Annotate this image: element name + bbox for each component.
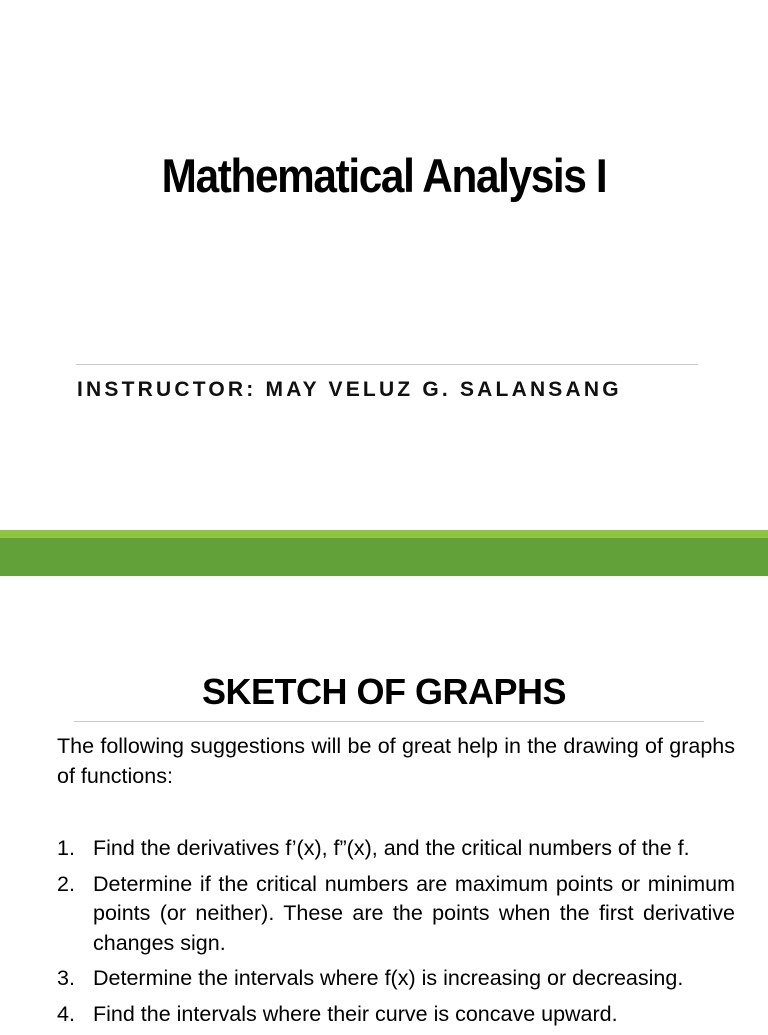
content-slide [0, 576, 768, 1024]
step-number: 1. [57, 836, 75, 860]
instructor-name: INSTRUCTOR: MAY VELUZ G. SALANSANG [77, 378, 622, 401]
heading-divider [74, 721, 704, 722]
step-text: Determine if the critical numbers are maximum points or minimum points (or neither). These are the points when the first derivative changes sign. [93, 871, 735, 955]
slide-title: Mathematical Analysis I [161, 149, 607, 202]
list-item [57, 870, 735, 959]
step-text: Find the intervals where their curve is concave upward. [93, 1001, 618, 1026]
step-text: Determine the intervals where f(x) is increasing or decreasing. [93, 966, 684, 990]
step-number: 3. [57, 966, 75, 990]
green-band-dark [0, 538, 768, 576]
step-number: 2. [57, 871, 75, 896]
steps-list [57, 834, 735, 1035]
green-band-light [0, 530, 768, 538]
step-number: 4. [57, 1001, 75, 1026]
list-item [57, 964, 735, 994]
list-item [57, 1000, 735, 1030]
list-item [57, 834, 735, 864]
step-text: Find the derivatives f’(x), f”(x), and the critical numbers of the f. [93, 836, 690, 860]
intro-paragraph: The following suggestions will be of great help in the drawing of graphs of functions: [57, 734, 735, 788]
title-divider [76, 364, 698, 365]
section-heading: SKETCH OF GRAPHS [201, 671, 567, 712]
